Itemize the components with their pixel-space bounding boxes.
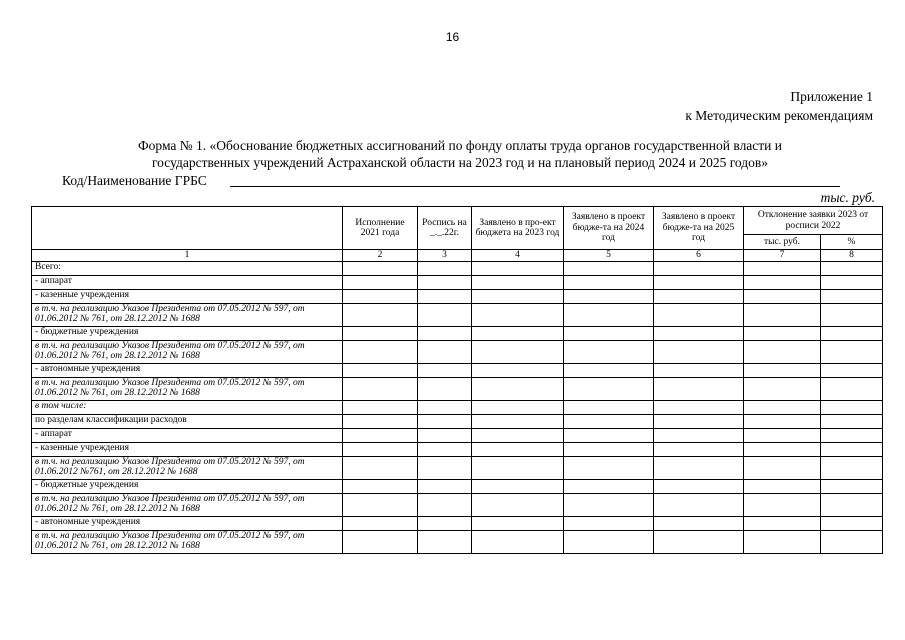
data-cell[interactable] bbox=[744, 442, 821, 456]
data-cell[interactable] bbox=[654, 400, 744, 414]
data-cell[interactable] bbox=[472, 289, 564, 303]
data-cell[interactable] bbox=[654, 456, 744, 479]
data-cell[interactable] bbox=[821, 363, 883, 377]
data-cell[interactable] bbox=[564, 530, 654, 553]
data-cell[interactable] bbox=[343, 377, 418, 400]
data-cell[interactable] bbox=[654, 326, 744, 340]
data-cell[interactable] bbox=[564, 442, 654, 456]
column-number: 1 bbox=[32, 250, 343, 262]
data-cell[interactable] bbox=[472, 530, 564, 553]
data-cell[interactable] bbox=[821, 516, 883, 530]
data-cell[interactable] bbox=[418, 479, 472, 493]
row-label: Всего: bbox=[32, 261, 343, 275]
row-label: - аппарат bbox=[32, 275, 343, 289]
header-request-2025: Заявлено в проект бюдже-та на 2025 год bbox=[654, 207, 744, 250]
table-row bbox=[32, 428, 883, 442]
data-cell[interactable] bbox=[418, 326, 472, 340]
row-label: - казенные учреждения bbox=[32, 289, 343, 303]
data-cell[interactable] bbox=[343, 493, 418, 516]
data-cell[interactable] bbox=[564, 479, 654, 493]
data-cell[interactable] bbox=[418, 442, 472, 456]
data-cell[interactable] bbox=[821, 377, 883, 400]
data-cell[interactable] bbox=[472, 493, 564, 516]
data-cell[interactable] bbox=[418, 400, 472, 414]
data-cell[interactable] bbox=[821, 456, 883, 479]
row-label: - бюджетные учреждения bbox=[32, 479, 343, 493]
data-cell[interactable] bbox=[744, 289, 821, 303]
data-cell[interactable] bbox=[343, 275, 418, 289]
data-cell[interactable] bbox=[564, 516, 654, 530]
data-cell[interactable] bbox=[418, 428, 472, 442]
data-cell[interactable] bbox=[744, 414, 821, 428]
table-row bbox=[32, 340, 883, 363]
data-cell[interactable] bbox=[343, 261, 418, 275]
data-cell[interactable] bbox=[472, 442, 564, 456]
data-cell[interactable] bbox=[654, 363, 744, 377]
data-cell[interactable] bbox=[821, 530, 883, 553]
data-cell[interactable] bbox=[343, 400, 418, 414]
data-cell[interactable] bbox=[821, 428, 883, 442]
data-cell[interactable] bbox=[654, 303, 744, 326]
data-cell[interactable] bbox=[343, 303, 418, 326]
data-cell[interactable] bbox=[654, 289, 744, 303]
data-cell[interactable] bbox=[418, 456, 472, 479]
data-cell[interactable] bbox=[744, 493, 821, 516]
data-cell[interactable] bbox=[654, 377, 744, 400]
data-cell[interactable] bbox=[343, 442, 418, 456]
header-execution-2021: Исполнение 2021 года bbox=[343, 207, 418, 250]
row-label: в т.ч. на реализацию Указов Президента от 07.05.2012 № 597, от 01.06.2012 № 761, от 28.12.2012 № 1688 bbox=[32, 493, 343, 516]
data-cell[interactable] bbox=[744, 479, 821, 493]
data-cell[interactable] bbox=[418, 275, 472, 289]
data-cell[interactable] bbox=[418, 363, 472, 377]
data-cell[interactable] bbox=[343, 363, 418, 377]
row-label: - казенные учреждения bbox=[32, 442, 343, 456]
data-cell[interactable] bbox=[821, 275, 883, 289]
grbs-fill-line[interactable] bbox=[230, 186, 840, 187]
row-label: - бюджетные учреждения bbox=[32, 326, 343, 340]
appendix-line-2: к Методическим рекомендациям bbox=[685, 108, 873, 123]
data-cell[interactable] bbox=[744, 363, 821, 377]
table-row bbox=[32, 289, 883, 303]
data-cell[interactable] bbox=[343, 326, 418, 340]
data-cell[interactable] bbox=[564, 377, 654, 400]
row-label: в т.ч. на реализацию Указов Президента от 07.05.2012 № 597, от 01.06.2012 № 761, от 28.12.2012 № 1688 bbox=[32, 303, 343, 326]
grbs-label: Код/Наименование ГРБС bbox=[62, 173, 207, 188]
row-label: - автономные учреждения bbox=[32, 516, 343, 530]
data-cell[interactable] bbox=[564, 275, 654, 289]
data-cell[interactable] bbox=[472, 479, 564, 493]
row-label: - аппарат bbox=[32, 428, 343, 442]
data-cell[interactable] bbox=[821, 303, 883, 326]
table-row bbox=[32, 363, 883, 377]
data-cell[interactable] bbox=[564, 340, 654, 363]
data-cell[interactable] bbox=[564, 456, 654, 479]
column-number: 2 bbox=[343, 250, 418, 262]
table-row bbox=[32, 493, 883, 516]
data-cell[interactable] bbox=[343, 516, 418, 530]
data-cell[interactable] bbox=[654, 442, 744, 456]
data-cell[interactable] bbox=[744, 400, 821, 414]
data-cell[interactable] bbox=[472, 400, 564, 414]
data-cell[interactable] bbox=[472, 261, 564, 275]
data-cell[interactable] bbox=[654, 493, 744, 516]
table-row bbox=[32, 414, 883, 428]
data-cell[interactable] bbox=[821, 326, 883, 340]
row-label: по разделам классификации расходов bbox=[32, 414, 343, 428]
data-cell[interactable] bbox=[564, 326, 654, 340]
data-cell[interactable] bbox=[744, 326, 821, 340]
appendix-line-1: Приложение 1 bbox=[790, 89, 873, 104]
data-cell[interactable] bbox=[418, 289, 472, 303]
data-cell[interactable] bbox=[564, 363, 654, 377]
data-cell[interactable] bbox=[744, 516, 821, 530]
data-cell[interactable] bbox=[654, 414, 744, 428]
units-label: тыс. руб. bbox=[820, 190, 875, 205]
data-cell[interactable] bbox=[821, 414, 883, 428]
column-number: 6 bbox=[654, 250, 744, 262]
column-number: 7 bbox=[744, 250, 821, 262]
header-schedule-2022: Роспись на _._.22г. bbox=[418, 207, 472, 250]
table-row bbox=[32, 456, 883, 479]
data-cell[interactable] bbox=[564, 400, 654, 414]
header-deviation-thousand-rub: тыс. руб. bbox=[744, 235, 821, 250]
data-cell[interactable] bbox=[821, 479, 883, 493]
column-number: 8 bbox=[821, 250, 883, 262]
data-cell[interactable] bbox=[654, 261, 744, 275]
data-cell[interactable] bbox=[418, 530, 472, 553]
data-cell[interactable] bbox=[744, 340, 821, 363]
data-cell[interactable] bbox=[564, 261, 654, 275]
data-cell[interactable] bbox=[744, 303, 821, 326]
data-cell[interactable] bbox=[418, 414, 472, 428]
data-cell[interactable] bbox=[654, 340, 744, 363]
table-row bbox=[32, 377, 883, 400]
table-row bbox=[32, 303, 883, 326]
data-cell[interactable] bbox=[418, 377, 472, 400]
data-cell[interactable] bbox=[654, 428, 744, 442]
data-cell[interactable] bbox=[472, 275, 564, 289]
table-row bbox=[32, 479, 883, 493]
data-cell[interactable] bbox=[821, 289, 883, 303]
appendix-note bbox=[685, 87, 873, 125]
data-cell[interactable] bbox=[343, 456, 418, 479]
table-row bbox=[32, 516, 883, 530]
data-cell[interactable] bbox=[654, 530, 744, 553]
column-number-row bbox=[32, 250, 883, 262]
data-cell[interactable] bbox=[418, 493, 472, 516]
data-cell[interactable] bbox=[472, 377, 564, 400]
data-cell[interactable] bbox=[654, 479, 744, 493]
table-row bbox=[32, 530, 883, 553]
row-label: в том числе: bbox=[32, 400, 343, 414]
data-cell[interactable] bbox=[472, 303, 564, 326]
table-row-total bbox=[32, 261, 883, 275]
data-cell[interactable] bbox=[472, 340, 564, 363]
row-label: в т.ч. на реализацию Указов Президента от 07.05.2012 № 597, от 01.06.2012 № 761, от 28.12.2012 № 1688 bbox=[32, 340, 343, 363]
data-cell[interactable] bbox=[418, 516, 472, 530]
data-cell[interactable] bbox=[343, 340, 418, 363]
column-number: 4 bbox=[472, 250, 564, 262]
header-request-2024: Заявлено в проект бюдже-та на 2024 год bbox=[564, 207, 654, 250]
row-label: - автономные учреждения bbox=[32, 363, 343, 377]
data-cell[interactable] bbox=[343, 479, 418, 493]
page-number: 16 bbox=[445, 30, 460, 44]
data-cell[interactable] bbox=[654, 275, 744, 289]
data-cell[interactable] bbox=[472, 326, 564, 340]
data-cell[interactable] bbox=[564, 428, 654, 442]
data-cell[interactable] bbox=[472, 428, 564, 442]
header-request-2023: Заявлено в про-ект бюджета на 2023 год bbox=[472, 207, 564, 250]
data-cell[interactable] bbox=[821, 400, 883, 414]
column-number: 5 bbox=[564, 250, 654, 262]
data-cell[interactable] bbox=[744, 261, 821, 275]
data-cell[interactable] bbox=[418, 261, 472, 275]
data-cell[interactable] bbox=[821, 261, 883, 275]
data-cell[interactable] bbox=[744, 428, 821, 442]
form-title-line-1: Форма № 1. «Обоснование бюджетных ассигнований по фонду оплаты труда органов государственной власти и bbox=[137, 138, 783, 153]
header-deviation-percent: % bbox=[821, 235, 883, 250]
data-cell[interactable] bbox=[744, 377, 821, 400]
data-cell[interactable] bbox=[564, 493, 654, 516]
data-cell[interactable] bbox=[472, 516, 564, 530]
row-label: в т.ч. на реализацию Указов Президента от 07.05.2012 № 597, от 01.06.2012 № 761, от 28.12.2012 № 1688 bbox=[32, 530, 343, 553]
data-cell[interactable] bbox=[744, 456, 821, 479]
data-cell[interactable] bbox=[821, 340, 883, 363]
form-title bbox=[60, 137, 860, 171]
data-cell[interactable] bbox=[744, 530, 821, 553]
column-number: 3 bbox=[418, 250, 472, 262]
row-label: в т.ч. на реализацию Указов Президента от 07.05.2012 № 597, от 01.06.2012 № 761, от 28.12.2012 № 1688 bbox=[32, 377, 343, 400]
grbs-field bbox=[62, 173, 872, 190]
table-row bbox=[32, 275, 883, 289]
data-cell[interactable] bbox=[472, 456, 564, 479]
data-cell[interactable] bbox=[564, 303, 654, 326]
data-cell[interactable] bbox=[564, 414, 654, 428]
data-cell[interactable] bbox=[821, 442, 883, 456]
data-cell[interactable] bbox=[654, 516, 744, 530]
data-cell[interactable] bbox=[418, 303, 472, 326]
data-cell[interactable] bbox=[472, 363, 564, 377]
data-cell[interactable] bbox=[564, 289, 654, 303]
data-cell[interactable] bbox=[343, 289, 418, 303]
table-row bbox=[32, 326, 883, 340]
header-name bbox=[32, 207, 343, 250]
table-row bbox=[32, 400, 883, 414]
data-cell[interactable] bbox=[343, 530, 418, 553]
header-deviation: Отклонение заявки 2023 от росписи 2022 bbox=[744, 207, 883, 235]
table-row bbox=[32, 442, 883, 456]
data-cell[interactable] bbox=[821, 493, 883, 516]
data-cell[interactable] bbox=[343, 414, 418, 428]
row-label: в т.ч. на реализацию Указов Президента от 07.05.2012 № 597, от 01.06.2012 №761, от 28.12.2012 № 1688 bbox=[32, 456, 343, 479]
data-cell[interactable] bbox=[744, 275, 821, 289]
data-cell[interactable] bbox=[472, 414, 564, 428]
budget-table bbox=[31, 206, 883, 554]
data-cell[interactable] bbox=[418, 340, 472, 363]
form-title-line-2: государственных учреждений Астраханской области на 2023 год и на плановый период 2024 и 2025 годов» bbox=[151, 155, 769, 170]
data-cell[interactable] bbox=[343, 428, 418, 442]
